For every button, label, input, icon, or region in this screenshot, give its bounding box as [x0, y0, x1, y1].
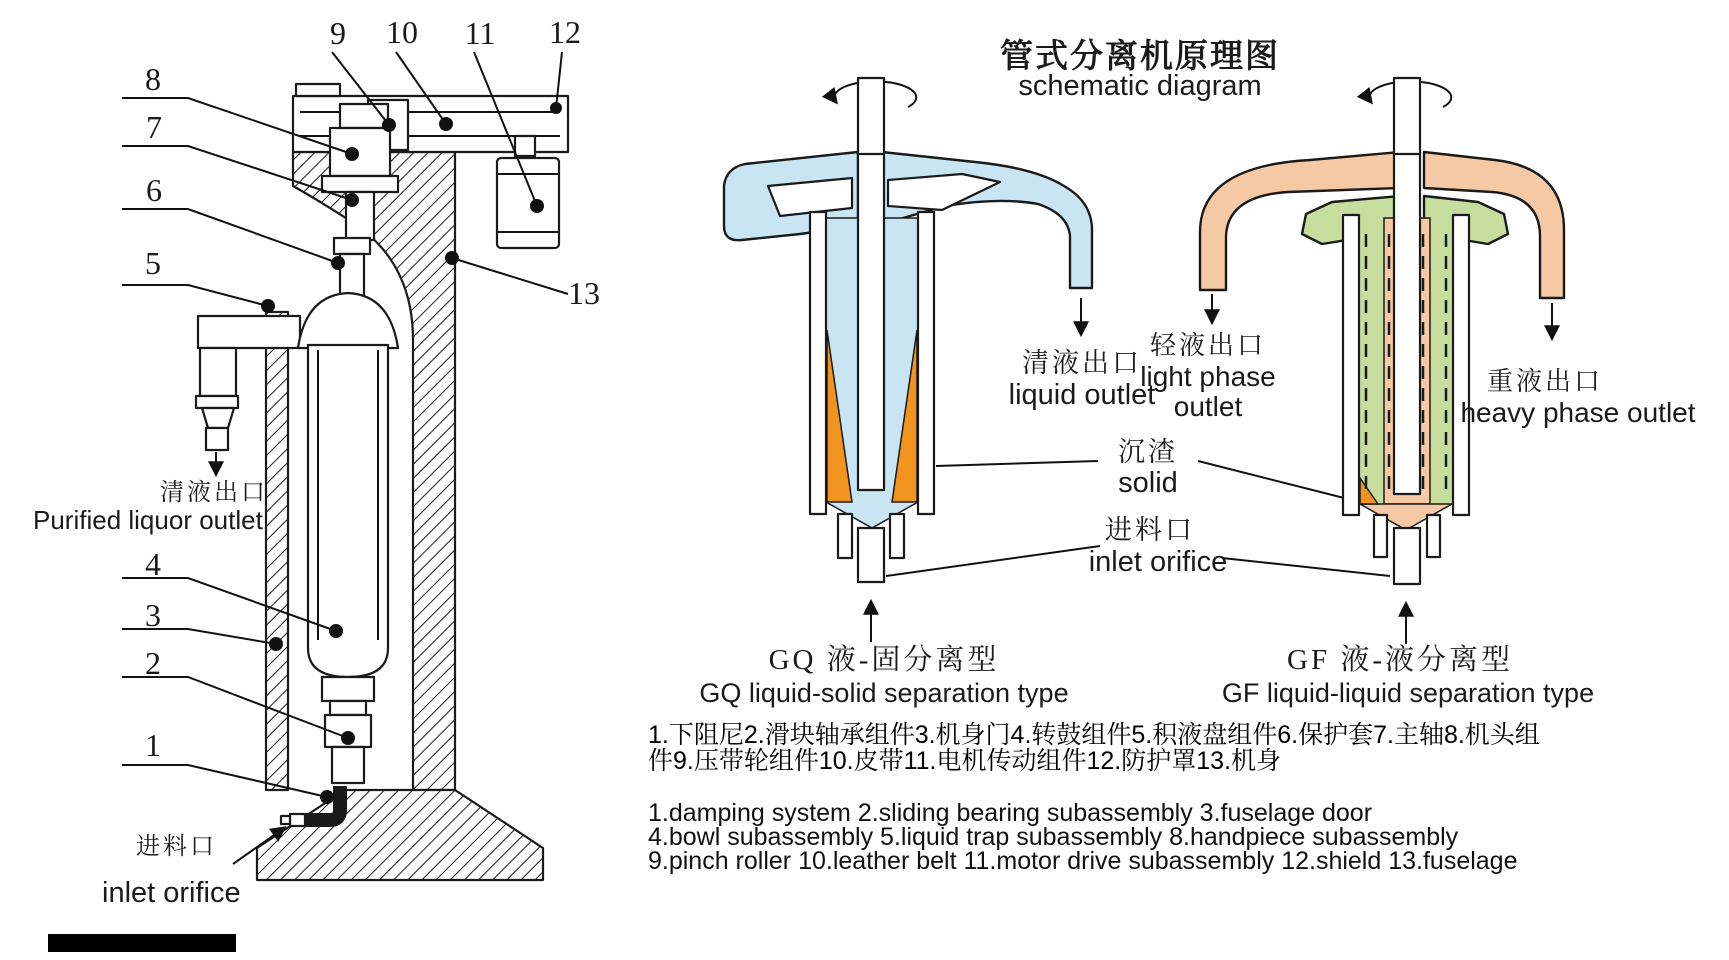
inlet-nozzle: [290, 814, 305, 826]
feed-inlet-label-zh: 进料口: [1105, 515, 1195, 545]
callout-7: 7: [146, 109, 162, 145]
sectional-drawing: [33, 14, 600, 952]
callout-6: 6: [146, 172, 162, 208]
gf-heavy-outlet-en: heavy phase outlet: [1460, 397, 1696, 428]
callout-10: 10: [386, 14, 418, 50]
trap-taper: [202, 408, 234, 428]
inlet-elbow-pipe: [305, 786, 340, 820]
gq-type-zh: GQ 液-固分离型: [768, 644, 1000, 676]
parts-list-zh-line1: 1.下阻尼2.滑块轴承组件3.机身门4.转鼓组件5.积液盘组件6.保护套7.主轴8.机头组: [648, 721, 1540, 749]
gf-type-en: GF liquid-liquid separation type: [1221, 678, 1595, 708]
parts-list-en-line1: 1.damping system 2.sliding bearing subassembly 3.fuselage door: [648, 799, 1373, 827]
trap-nozzle: [206, 428, 228, 450]
gq-inner-tube: [858, 152, 884, 490]
solid-leader-left: [936, 461, 1098, 466]
bottom-black-bar: [48, 934, 236, 952]
solid-leader-right: [1198, 461, 1352, 500]
gf-type-zh: GF 液-液分离型: [1287, 644, 1513, 676]
callout-13: 13: [568, 275, 600, 311]
page-title: 管式分离机原理图: [1000, 37, 1280, 74]
gf-schematic: [1140, 78, 1695, 708]
callout-9: 9: [330, 15, 346, 51]
handpiece-block: [330, 128, 390, 176]
solid-label-zh: 沉渣: [1118, 437, 1178, 467]
gq-bowl-wall-left: [810, 212, 826, 514]
bottom-neck: [330, 701, 366, 715]
gf-inner-tube: [1394, 152, 1420, 494]
inlet-leader-left: [886, 546, 1100, 576]
gq-type-en: GQ liquid-solid separation type: [699, 678, 1069, 708]
callout-4: 4: [145, 546, 161, 582]
gf-leg-left: [1374, 515, 1387, 557]
gq-left-channel: [768, 178, 852, 216]
feed-inlet-label-en: inlet orifice: [1088, 546, 1228, 578]
callout-8: 8: [145, 61, 161, 97]
inlet-leader-right: [1222, 558, 1390, 576]
gq-leg-right: [890, 514, 904, 558]
sliding-bearing-top: [334, 238, 370, 254]
parts-list-en-line2: 4.bowl subassembly 5.liquid trap subassembly 8.handpiece subassembly: [648, 823, 1459, 851]
trap-downpipe: [200, 348, 236, 396]
gf-spindle: [1394, 78, 1420, 154]
gf-light-outlet-en2: outlet: [1173, 391, 1243, 422]
gq-liquid-outlet-zh: 清液出口: [1022, 348, 1142, 378]
parts-list-en-line3: 9.pinch roller 10.leather belt 11.motor drive subassembly 12.shield 13.fuselage: [648, 847, 1518, 875]
top-cap-left: [296, 84, 340, 96]
parts-list-en: [648, 801, 1517, 873]
callout-11: 11: [464, 15, 496, 51]
parts-list-zh-line2: 件9.压带轮组件10.皮带11.电机传动组件12.防护罩13.机身: [648, 747, 1282, 775]
callout-5: 5: [145, 245, 161, 281]
gq-liquid-outlet-en: liquid outlet: [1008, 379, 1156, 411]
gf-inlet-tube: [1394, 528, 1420, 584]
gq-bowl-wall-right: [918, 212, 934, 514]
base-pedestal: [257, 790, 543, 880]
liquid-trap-arm: [198, 316, 300, 348]
gq-leg-left: [838, 514, 852, 558]
gf-bowl-wall-right: [1453, 215, 1469, 515]
gf-light-outlet-en1: light phase: [1140, 361, 1276, 392]
gq-spindle: [858, 78, 884, 154]
gf-leg-right: [1427, 515, 1440, 557]
gq-inlet-tube: [858, 528, 884, 582]
gf-bowl-wall-left: [1343, 215, 1359, 515]
bowl-dome: [298, 293, 398, 348]
callout-2: 2: [145, 645, 161, 681]
trap-flange: [196, 396, 238, 408]
fuselage-door-wall: [266, 312, 288, 790]
motor-shaft: [515, 136, 535, 156]
purified-outlet-label-zh: 清液出口: [160, 480, 268, 506]
motor-body: [497, 158, 559, 248]
callout-12: 12: [549, 14, 581, 50]
inlet-label-zh: 进料口: [136, 834, 217, 860]
handpiece-flange: [322, 176, 398, 192]
damper-housing: [332, 747, 364, 783]
page-subtitle: schematic diagram: [1018, 70, 1262, 102]
purified-outlet-label-en: Purified liquor outlet: [33, 505, 263, 535]
bowl-bottom-cap: [322, 677, 374, 701]
solid-label-en: solid: [1118, 467, 1178, 499]
inlet-nozzle-tip: [281, 816, 290, 824]
bowl-cylinder: [308, 345, 388, 677]
inlet-label-en: inlet orifice: [102, 877, 241, 909]
callout-1: 1: [145, 727, 161, 763]
parts-list-zh: [648, 722, 1540, 774]
gf-light-outlet-zh: 轻液出口: [1149, 331, 1267, 360]
callout-3: 3: [145, 597, 161, 633]
gf-heavy-outlet-zh: 重液出口: [1486, 367, 1604, 396]
